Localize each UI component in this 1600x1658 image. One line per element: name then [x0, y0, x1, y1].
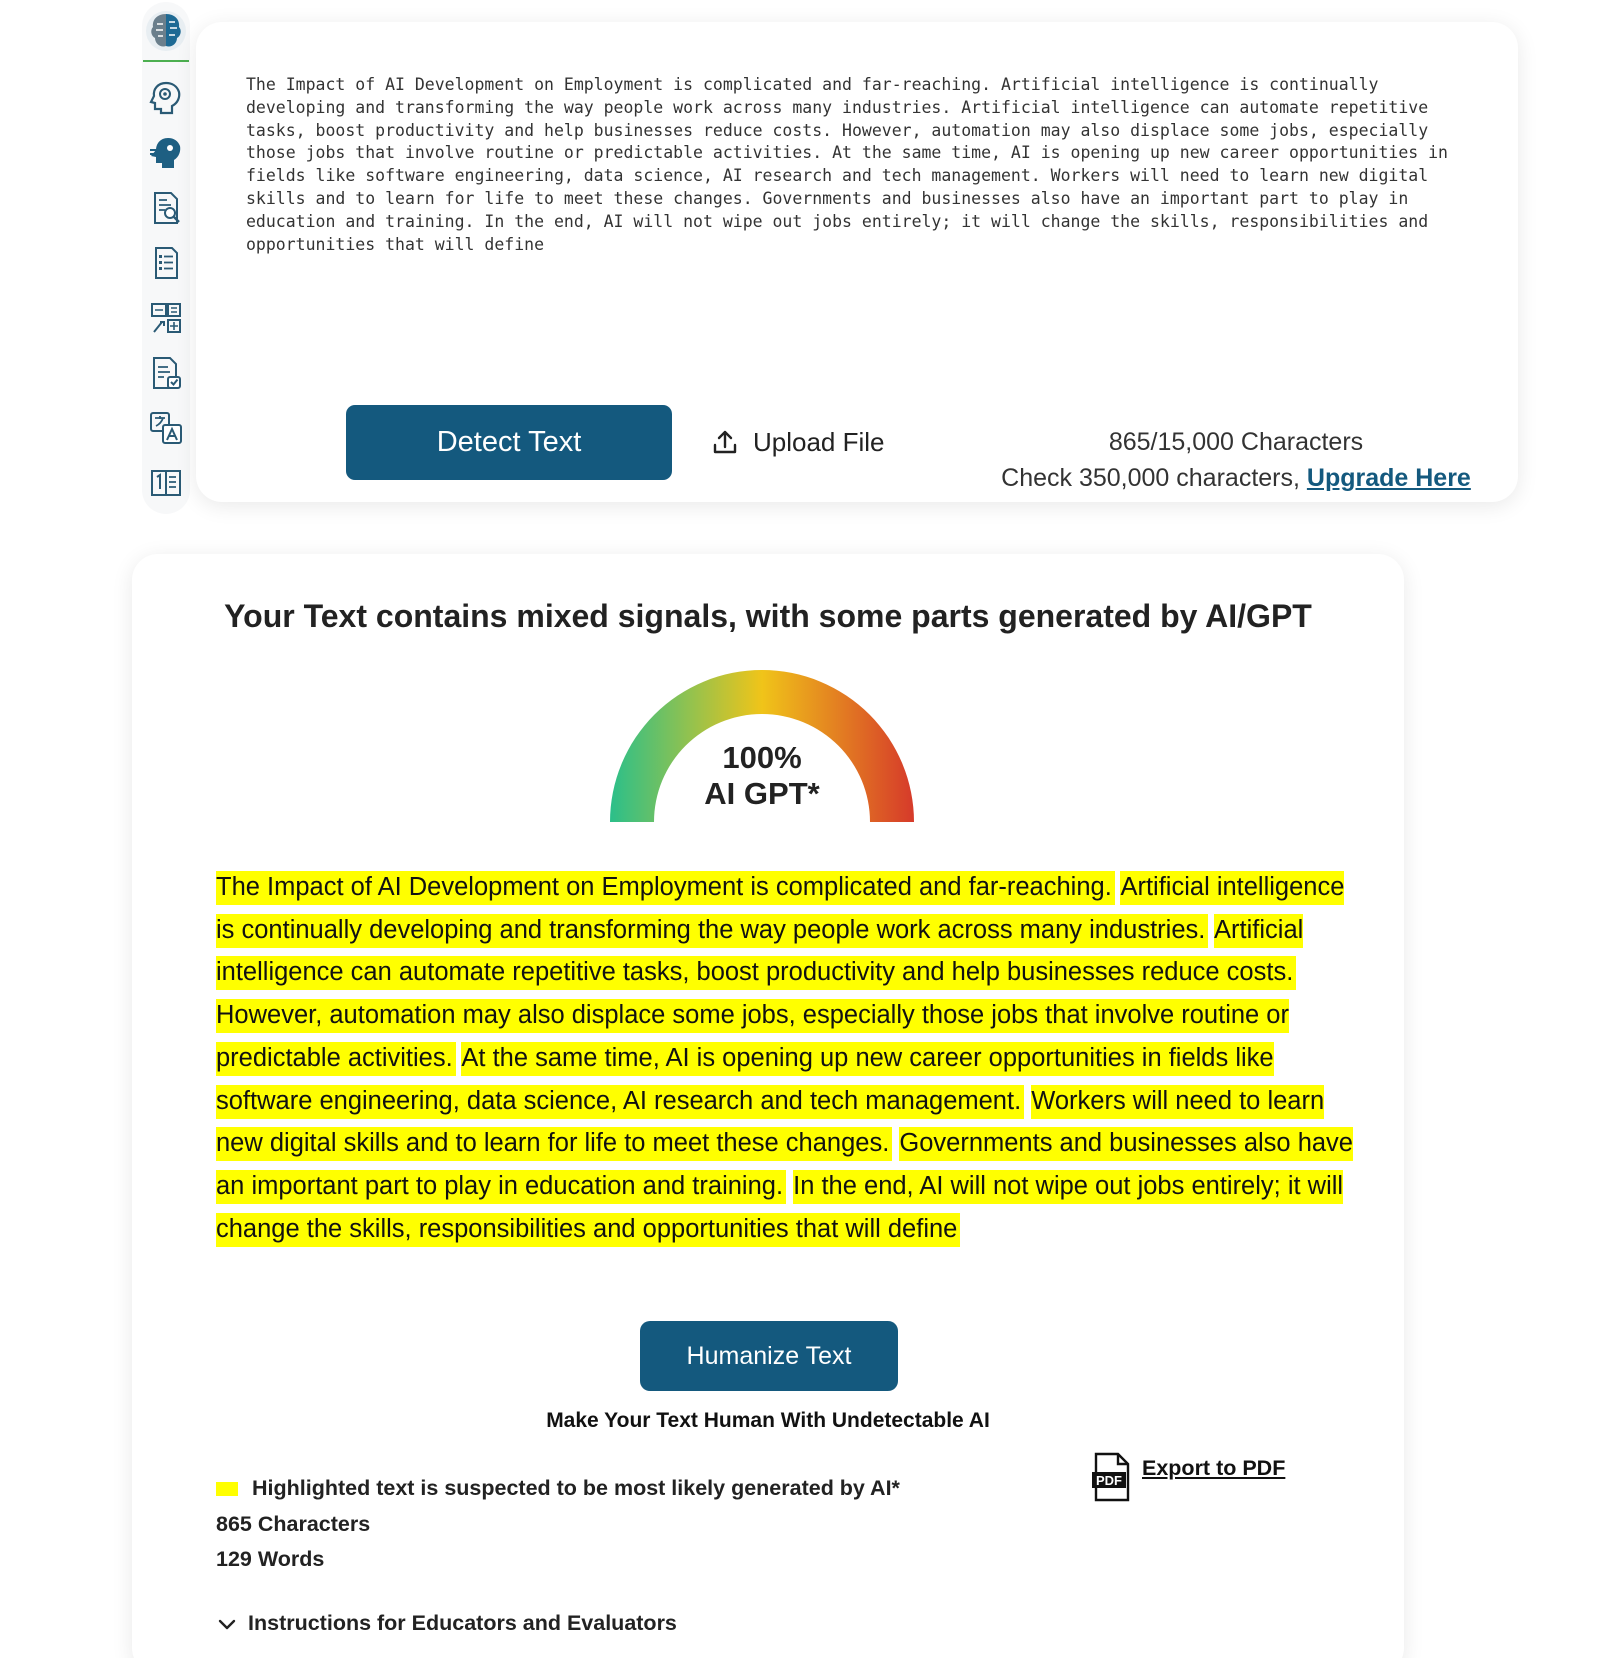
highlighted-sentence: Governments and businesses also have an important part to play in education and training.	[216, 1127, 1353, 1204]
tool-sidebar	[142, 2, 190, 514]
sidebar-item-translator[interactable]	[144, 400, 188, 455]
ai-head-icon	[148, 80, 184, 116]
text-input-area[interactable]: The Impact of AI Development on Employment is complicated and far-reaching. Artificial intelligence is continually developing and transforming the way people work across many industries. Artificial intelligence can automate repetitive tasks, boost productivity and help businesses reduce costs. However, automation may also displace some jobs, especially those jobs that involve routine or predictable activities. At the same time, AI is opening up new career opportunities in fields like software engineering, data science, AI research and tech management. Workers will need to learn new digital skills and to learn for life to meet these changes. Governments and businesses also have an important part to play in education and training. In the end, AI will not wipe out jobs entirely; it will change the skills, responsibilities and opportunities that will define	[246, 75, 1448, 254]
highlighted-sentence: Artificial intelligence can automate repetitive tasks, boost productivity and help businesses reduce costs.	[216, 914, 1303, 991]
gauge-value: 100%	[722, 740, 802, 775]
upgrade-prefix: Check 350,000 characters,	[1001, 464, 1300, 492]
upload-file-button[interactable]	[711, 422, 885, 462]
sidebar-item-grammar-check[interactable]	[144, 345, 188, 400]
sidebar-item-humanizer[interactable]	[144, 125, 188, 180]
character-info	[986, 424, 1486, 496]
code-tools-icon	[148, 300, 184, 336]
result-card	[132, 554, 1404, 1658]
export-pdf-button[interactable]	[1090, 1452, 1285, 1502]
upgrade-link[interactable]: Upgrade Here	[1306, 464, 1471, 492]
character-total: 865 Characters	[216, 1512, 371, 1536]
instructions-toggle[interactable]	[216, 1611, 677, 1636]
result-title: Your Text contains mixed signals, with some parts generated by AI/GPT	[224, 598, 1312, 634]
humanize-subtitle: Make Your Text Human With Undetectable AI	[546, 1409, 990, 1432]
sidebar-item-plagiarism[interactable]	[144, 180, 188, 235]
brain-logo-icon	[145, 8, 187, 54]
character-count: 865/15,000 Characters	[1108, 428, 1364, 456]
upgrade-line	[986, 460, 1486, 496]
highlight-swatch	[216, 1482, 238, 1496]
sidebar-item-code-tools[interactable]	[144, 290, 188, 345]
highlighted-result-text	[216, 866, 1356, 1250]
highlight-legend	[216, 1476, 900, 1501]
highlighted-sentence: At the same time, AI is opening up new career opportunities in fields like software engineering, data science, AI research and tech management.	[216, 1042, 1274, 1119]
detect-text-button[interactable]: Detect Text	[346, 405, 672, 480]
instructions-label: Instructions for Educators and Evaluators	[248, 1611, 677, 1635]
gauge-label: AI GPT*	[704, 776, 820, 811]
humanize-text-button[interactable]: Humanize Text	[640, 1321, 898, 1391]
legend-text: Highlighted text is suspected to be most likely generated by AI*	[252, 1476, 900, 1500]
translate-icon	[148, 410, 184, 446]
highlighted-sentence: In the end, AI will not wipe out jobs entirely; it will change the skills, responsibilities and opportunities that will define	[216, 1170, 1343, 1247]
highlighted-sentence: However, automation may also displace some jobs, especially those jobs that involve routine or predictable activities.	[216, 999, 1289, 1076]
sidebar-item-word-counter[interactable]	[144, 455, 188, 510]
brand-logo[interactable]	[143, 2, 189, 62]
humanizer-head-icon	[148, 135, 184, 171]
highlighted-sentence: The Impact of AI Development on Employment is complicated and far-reaching.	[216, 871, 1115, 905]
gauge-readout	[610, 740, 914, 812]
highlighted-sentence: Artificial intelligence is continually developing and transforming the way people work across many industries.	[216, 871, 1344, 948]
sidebar-item-summarizer[interactable]	[144, 235, 188, 290]
upload-icon	[711, 428, 739, 456]
pdf-icon	[1090, 1452, 1132, 1502]
export-pdf-label: Export to PDF	[1142, 1455, 1286, 1480]
input-card	[196, 22, 1518, 502]
number-grid-icon	[148, 465, 184, 501]
highlighted-sentence: Workers will need to learn new digital skills and to learn for life to meet these changes.	[216, 1085, 1324, 1162]
word-total: 129 Words	[216, 1547, 325, 1571]
document-list-icon	[148, 245, 184, 281]
document-check-icon	[148, 355, 184, 391]
sidebar-item-ai-detector[interactable]	[144, 70, 188, 125]
document-search-icon	[148, 190, 184, 226]
chevron-down-icon	[216, 1613, 238, 1635]
upload-file-label: Upload File	[753, 426, 885, 457]
pdf-icon-text: PDF	[1096, 1473, 1122, 1488]
